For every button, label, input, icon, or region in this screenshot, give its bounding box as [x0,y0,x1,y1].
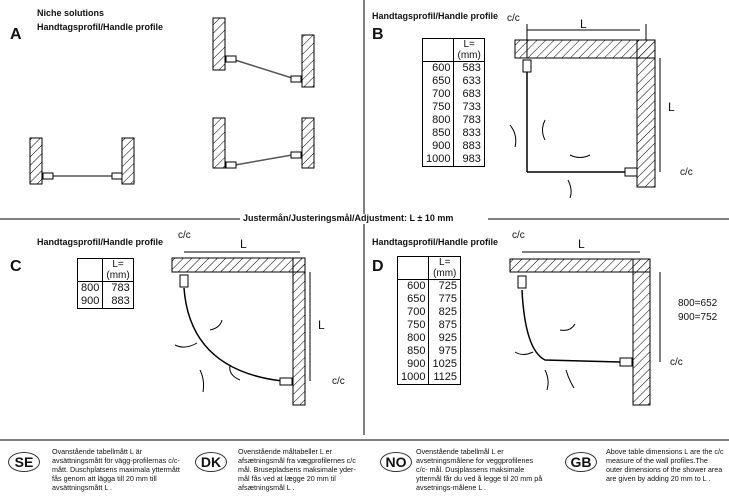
section-b-walls [515,40,655,187]
l-value: 1025 [429,358,460,371]
l-value: 1125 [429,371,460,385]
width-value: 650 [432,75,451,87]
note-se: Ovanstående tabellmått L är avsättningsmått för vägg-profilernas c/c-mått. Duschplatsens maximala yttermått fås genom att lägga till 20 mm till avsättningsmått L . [52,447,180,492]
section-b-cc-top: c/c [507,13,520,24]
width-value: 850 [432,127,451,139]
width-value: 1000 [426,153,451,165]
l-value: 583 [454,62,484,76]
l-value: 975 [429,345,460,358]
section-b-table [422,38,485,167]
section-c-L-side: L [318,318,325,332]
section-c-table [77,258,134,309]
table-row [78,295,134,309]
section-d-table [397,256,461,385]
section-d-dim-800: 800=652 [678,298,718,309]
country-badge-dk: DK [195,452,227,472]
width-value: 800 [407,332,426,344]
l-value: 775 [429,293,460,306]
width-value: 650 [407,293,426,305]
note-gb: Above table dimensions L are the c/c measure of the wall profiles.The outer dimensions of the shower area are given by adding 20 mm to L . [606,447,724,483]
section-b-title: Handtagsprofil/Handle profile [372,11,499,21]
l-value: 883 [454,140,484,153]
width-value: 800 [432,114,451,126]
country-badge-no: NO [380,452,412,472]
table-row [423,153,485,167]
section-d-cc-right: c/c [670,357,683,368]
table-row [398,332,461,345]
width-value: 900 [432,140,451,152]
header-mm: (mm) [433,268,457,279]
section-d-title: Handtagsprofil/Handle profile [372,237,499,247]
width-value: 800 [81,282,100,294]
width-value: 1000 [401,371,426,383]
section-c-letter: C [10,258,22,275]
header-mm: (mm) [457,50,481,61]
l-value: 875 [429,319,460,332]
width-value: 750 [407,319,426,331]
section-a-letter: A [10,26,22,43]
table-row [398,371,461,385]
country-badge-gb: GB [565,452,597,472]
section-a-title-2: Handtagsprofil/Handle profile [37,22,164,32]
section-b-L-top: L [580,17,587,31]
header-L: L= [112,259,124,270]
table-row [423,75,485,88]
table-row [423,101,485,114]
l-value: 783 [454,114,484,127]
header-mm: (mm) [106,270,130,281]
table-row [398,345,461,358]
width-value: 900 [407,358,426,370]
section-a-title-1: Niche solutions [37,8,105,18]
table-row [423,114,485,127]
section-c-cc-right: c/c [332,376,345,387]
l-value: 825 [429,306,460,319]
note-no: Ovenstående tabellmål L er avsetningsmålene for veggprofilenes c/c- mål. Dusjplassens maksimale yttermål får du ved å legge til 20 mm på avsetnings-målene L . [416,447,543,492]
section-c-L-top: L [240,237,247,251]
l-value: 683 [454,88,484,101]
table-row [423,62,485,76]
section-b-L-side: L [668,100,675,114]
l-value: 633 [454,75,484,88]
section-c-cc-top: c/c [178,230,191,241]
table-row [398,280,461,294]
l-value: 725 [429,280,460,294]
section-d-letter: D [372,258,384,275]
l-value: 833 [454,127,484,140]
l-value: 983 [454,153,484,167]
section-d-L-top: L [578,237,585,251]
table-row [78,282,134,296]
l-value: 925 [429,332,460,345]
l-value: 733 [454,101,484,114]
section-d-walls [510,259,650,405]
width-value: 850 [407,345,426,357]
adjustment-note: Justermån/Justeringsmål/Adjustment: L ± 10 mm [243,213,454,223]
table-row [423,140,485,153]
width-value: 750 [432,101,451,113]
width-value: 600 [432,62,451,74]
table-row [398,319,461,332]
country-badge-se: SE [8,452,40,472]
table-row [423,88,485,101]
section-c-door [175,252,310,392]
section-a-doors [52,60,292,176]
header-L: L= [439,257,451,268]
section-d-cc-top: c/c [512,230,525,241]
width-value: 900 [81,295,100,307]
section-b-cc-right: c/c [680,167,693,178]
table-row [423,127,485,140]
l-value: 783 [103,282,133,296]
width-value: 700 [432,88,451,100]
note-dk: Ovenstående måltabeller L er afsætningsmål fra vægprofilernes c/c mål. Brusepladsens maksimale yder- mål fås ved at lægge 20 mm til afsætningsmål L . [238,447,356,492]
l-value: 883 [103,295,133,309]
section-d-dim-900: 900=752 [678,312,718,323]
header-L: L= [463,39,475,50]
section-c-title: Handtagsprofil/Handle profile [37,237,164,247]
table-row [398,293,461,306]
table-row [398,358,461,371]
width-value: 700 [407,306,426,318]
section-b-letter: B [372,26,384,43]
table-row [398,306,461,319]
width-value: 600 [407,280,426,292]
